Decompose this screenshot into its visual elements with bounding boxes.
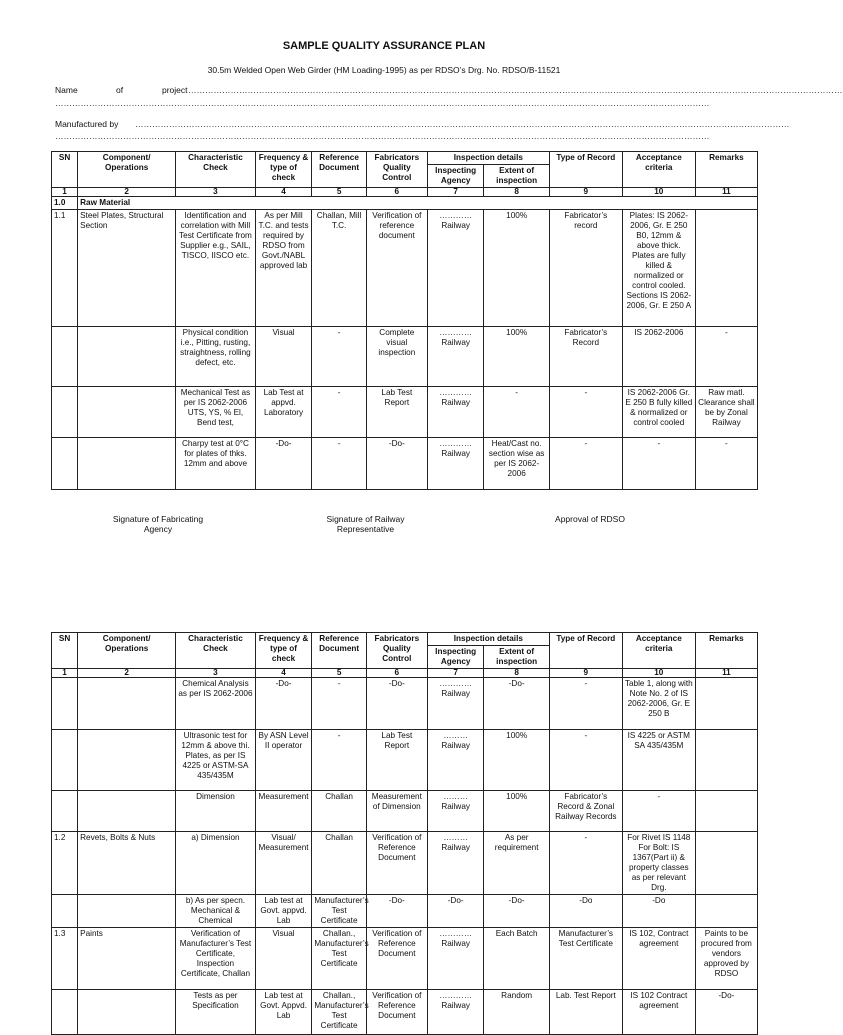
row-fabricators-qc: Verification of Reference Document [366,832,427,895]
row-frequency: Visual [255,327,312,387]
row-fabricators-qc: -Do- [366,895,427,928]
row-fabricators-qc: Lab Test Report [366,387,427,438]
col-number: 5 [312,188,366,197]
row-frequency: -Do- [255,678,312,730]
col-number: 11 [695,188,757,197]
col-fabricators: Fabricators Quality Control [366,633,427,669]
table-row [52,832,758,895]
of-label: of [116,85,124,95]
col-number: 10 [622,669,695,678]
manufactured-label: Manufactured by [55,119,119,129]
row-sn: 1.1 [52,210,78,327]
row-record-type: Manufacturer’s Test Certificate [549,928,622,990]
row-reference: Manufacturer’s Test Certificate [312,895,366,928]
row-inspecting-agency: ………… Railway [427,210,484,327]
row-acceptance: -Do [622,895,695,928]
col-sn: SN [52,633,78,669]
row-extent: Heat/Cast no. section wise as per IS 2062-2006 [484,438,549,490]
row-acceptance: For Rivet IS 1148 For Bolt: IS 1367(Part ii) & property classes as per relevant Drg. [622,832,695,895]
col-number: 9 [549,669,622,678]
table-row [52,895,758,928]
row-remarks: Raw matl. Clearance shall be by Zonal Railway [695,387,757,438]
row-inspecting-agency: ………… Railway [427,928,484,990]
row-remarks: Paints to be procured from vendors approved by RDSO [695,928,757,990]
row-component [78,438,176,490]
name-label: Name [55,85,78,95]
row-frequency: Measurement [255,791,312,832]
row-characteristic: Tests as per Specification [176,990,256,1035]
row-extent: 100% [484,791,549,832]
project-dotted-line: …………………………………………………………………………………………………………………………………………………………………………………………………………… [188,85,843,95]
row-characteristic: Verification of Manufacturer’s Test Certificate, Inspection Certificate, Challan [176,928,256,990]
row-frequency: As per Mill T.C. and tests required by RDSO from Govt./NABL approved lab [255,210,312,327]
col-fabricators: Fabricators Quality Control [366,152,427,188]
row-sn: 1.2 [52,832,78,895]
col-inspection: Inspection details [427,152,549,165]
row-frequency: Visual [255,928,312,990]
row-sn: 1.3 [52,928,78,990]
row-characteristic: Mechanical Test as per IS 2062-2006 UTS, YS, % El, Bend test, [176,387,256,438]
col-number: 4 [255,669,312,678]
col-component: Component/ Operations [78,152,176,188]
table-row [52,327,758,387]
col-reference: Reference Document [312,152,366,188]
row-extent: -Do- [484,678,549,730]
row-reference: Challan., Manufacturer’s Test Certificate [312,928,366,990]
table-row [52,928,758,990]
row-acceptance: - [622,438,695,490]
row-record-type: - [549,832,622,895]
table-1-body [52,210,758,490]
col-number: 11 [695,669,757,678]
col-record: Type of Record [549,633,622,669]
row-characteristic: Dimension [176,791,256,832]
row-component: Paints [78,928,176,990]
row-sn [52,327,78,387]
approval-rdso: Approval of RDSO [555,514,625,524]
row-fabricators-qc: Lab Test Report [366,730,427,791]
row-frequency: Lab Test at appvd. Laboratory [255,387,312,438]
col-number: 7 [427,669,484,678]
row-extent: As per requirement [484,832,549,895]
row-extent: 100% [484,210,549,327]
row-remarks [695,895,757,928]
row-inspecting-agency: -Do- [427,895,484,928]
row-fabricators-qc: Verification of Reference Document [366,928,427,990]
row-record-type: Fabricator’s Record [549,327,622,387]
row-inspecting-agency: ………… Railway [427,990,484,1035]
row-characteristic: Physical condition i.e., Pitting, rusting, straightness, rolling defect, etc. [176,327,256,387]
col-record: Type of Record [549,152,622,188]
row-frequency: Lab test at Govt. appvd. Lab [255,895,312,928]
row-remarks [695,730,757,791]
col-number: 9 [549,188,622,197]
row-characteristic: Ultrasonic test for 12mm & above thi. Plates, as per IS 4225 or ASTM-SA 435/435M [176,730,256,791]
table-2-body [52,678,758,1035]
row-component: Revets, Bolts & Nuts [78,832,176,895]
row-acceptance: IS 2062-2006 [622,327,695,387]
col-number: 3 [176,188,256,197]
row-reference: Challan, Mill T.C. [312,210,366,327]
row-component: Steel Plates, Structural Section [78,210,176,327]
row-inspecting-agency: ………… Railway [427,438,484,490]
row-characteristic: Charpy test at 0°C for plates of thks. 12mm and above [176,438,256,490]
row-characteristic: Chemical Analysis as per IS 2062-2006 [176,678,256,730]
row-fabricators-qc: -Do- [366,678,427,730]
col-number: 2 [78,669,176,678]
row-acceptance: Table 1, along with Note No. 2 of IS 2062-2006, Gr. E 250 B [622,678,695,730]
table-row [52,387,758,438]
col-inspecting-agency: Inspecting Agency [427,165,484,188]
row-acceptance: IS 102, Contract agreement [622,928,695,990]
row-sn [52,438,78,490]
col-number: 2 [78,188,176,197]
col-extent: Extent of inspection [484,646,549,669]
row-acceptance: IS 4225 or ASTM SA 435/435M [622,730,695,791]
col-number: 8 [484,669,549,678]
document-title: SAMPLE QUALITY ASSURANCE PLAN [282,40,486,52]
row-remarks: - [695,327,757,387]
row-remarks [695,210,757,327]
table-row [52,990,758,1035]
row-extent: Each Batch [484,928,549,990]
signature-railway-representative: Signature of Railway Representative [326,514,405,534]
row-inspecting-agency: ……… Railway [427,791,484,832]
row-characteristic: Identification and correlation with Mill Test Certificate from Supplier e.g., SAIL, TISCO, IISCO etc. [176,210,256,327]
col-characteristic: Characteristic Check [176,633,256,669]
col-reference: Reference Document [312,633,366,669]
row-inspecting-agency: ………… Railway [427,678,484,730]
row-remarks [695,832,757,895]
col-acceptance: Acceptance criteria [622,152,695,188]
row-frequency: -Do- [255,438,312,490]
col-component: Component/ Operations [78,633,176,669]
row-inspecting-agency: ……… Railway [427,832,484,895]
row-component [78,990,176,1035]
row-component [78,730,176,791]
qap-table-2 [51,632,758,1035]
row-characteristic: a) Dimension [176,832,256,895]
table-row [52,438,758,490]
col-frequency: Frequency & type of check [255,633,312,669]
row-reference: - [312,730,366,791]
row-remarks [695,791,757,832]
row-sn [52,990,78,1035]
row-frequency: Visual/ Measurement [255,832,312,895]
row-component [78,327,176,387]
row-acceptance: IS 102 Contract agreement [622,990,695,1035]
col-acceptance: Acceptance criteria [622,633,695,669]
row-component [78,387,176,438]
row-record-type: - [549,387,622,438]
row-frequency: By ASN Level II operator [255,730,312,791]
row-extent: Random [484,990,549,1035]
row-characteristic: b) As per specn. Mechanical & Chemical [176,895,256,928]
col-inspecting-agency: Inspecting Agency [427,646,484,669]
column-number-row [52,188,758,197]
row-fabricators-qc: Verification of reference document [366,210,427,327]
row-acceptance: Plates: IS 2062-2006, Gr. E 250 B0, 12mm & above thick. Plates are fully killed & normalized or control cooled. Sections IS 2062-2006, Gr. E 250 A [622,210,695,327]
col-number: 7 [427,188,484,197]
col-number: 6 [366,188,427,197]
col-number: 1 [52,669,78,678]
row-record-type: - [549,678,622,730]
row-fabricators-qc: Measurement of Dimension [366,791,427,832]
table-row [52,210,758,327]
row-sn [52,678,78,730]
row-remarks [695,678,757,730]
row-sn [52,791,78,832]
row-record-type: Fabricator’s Record & Zonal Railway Records [549,791,622,832]
row-acceptance: - [622,791,695,832]
section-title: Raw Material [78,197,758,210]
row-fabricators-qc: -Do- [366,438,427,490]
table-row [52,791,758,832]
row-inspecting-agency: ………… Railway [427,327,484,387]
col-number: 6 [366,669,427,678]
row-inspecting-agency: ………… Railway [427,387,484,438]
row-sn [52,387,78,438]
header-row [52,633,758,646]
col-number: 8 [484,188,549,197]
document-subtitle: 30.5m Welded Open Web Girder (HM Loading-1995) as per RDSO’s Drg. No. RDSO/B-11521 [207,65,561,75]
column-number-row [52,669,758,678]
table-row [52,678,758,730]
row-sn [52,730,78,791]
row-reference: - [312,327,366,387]
row-frequency: Lab test at Govt. Appvd. Lab [255,990,312,1035]
row-component [78,791,176,832]
row-extent: 100% [484,327,549,387]
row-component [78,678,176,730]
col-characteristic: Characteristic Check [176,152,256,188]
col-frequency: Frequency & type of check [255,152,312,188]
col-sn: SN [52,152,78,188]
row-remarks: - [695,438,757,490]
row-extent: -Do- [484,895,549,928]
row-extent: 100% [484,730,549,791]
col-remarks: Remarks [695,152,757,188]
project-label: project [162,85,188,95]
section-row [52,197,758,210]
row-reference: Challan [312,832,366,895]
col-inspection: Inspection details [427,633,549,646]
row-fabricators-qc: Complete visual inspection [366,327,427,387]
col-extent: Extent of inspection [484,165,549,188]
header-row [52,152,758,165]
section-sn: 1.0 [52,197,78,210]
row-reference: - [312,678,366,730]
row-sn [52,895,78,928]
manufacturer-dotted-line-2: …………………………………………………………………………………………………………………………………………………………………………………………………………… [55,131,710,141]
row-record-type: - [549,438,622,490]
row-fabricators-qc: Verification of Reference Document [366,990,427,1035]
col-number: 3 [176,669,256,678]
row-remarks: -Do- [695,990,757,1035]
row-record-type: Lab. Test Report [549,990,622,1035]
row-record-type: - [549,730,622,791]
project-dotted-line-2: …………………………………………………………………………………………………………………………………………………………………………………………………………… [55,98,710,108]
row-reference: - [312,387,366,438]
row-extent: - [484,387,549,438]
col-remarks: Remarks [695,633,757,669]
manufacturer-dotted-line: …………………………………………………………………………………………………………………………………………………………………………………………………………… [135,119,790,129]
col-number: 4 [255,188,312,197]
signature-fabricating-agency: Signature of Fabricating Agency [112,514,204,534]
row-record-type: Fabricator’s record [549,210,622,327]
col-number: 5 [312,669,366,678]
row-inspecting-agency: ……… Railway [427,730,484,791]
row-record-type: -Do [549,895,622,928]
col-number: 10 [622,188,695,197]
col-number: 1 [52,188,78,197]
qap-table-1 [51,151,758,490]
row-component [78,895,176,928]
row-reference: Challan., Manufacturer’s Test Certificate [312,990,366,1035]
row-reference: Challan [312,791,366,832]
table-row [52,730,758,791]
row-reference: - [312,438,366,490]
row-acceptance: IS 2062-2006 Gr. E 250 B fully killed & normalized or control cooled [622,387,695,438]
